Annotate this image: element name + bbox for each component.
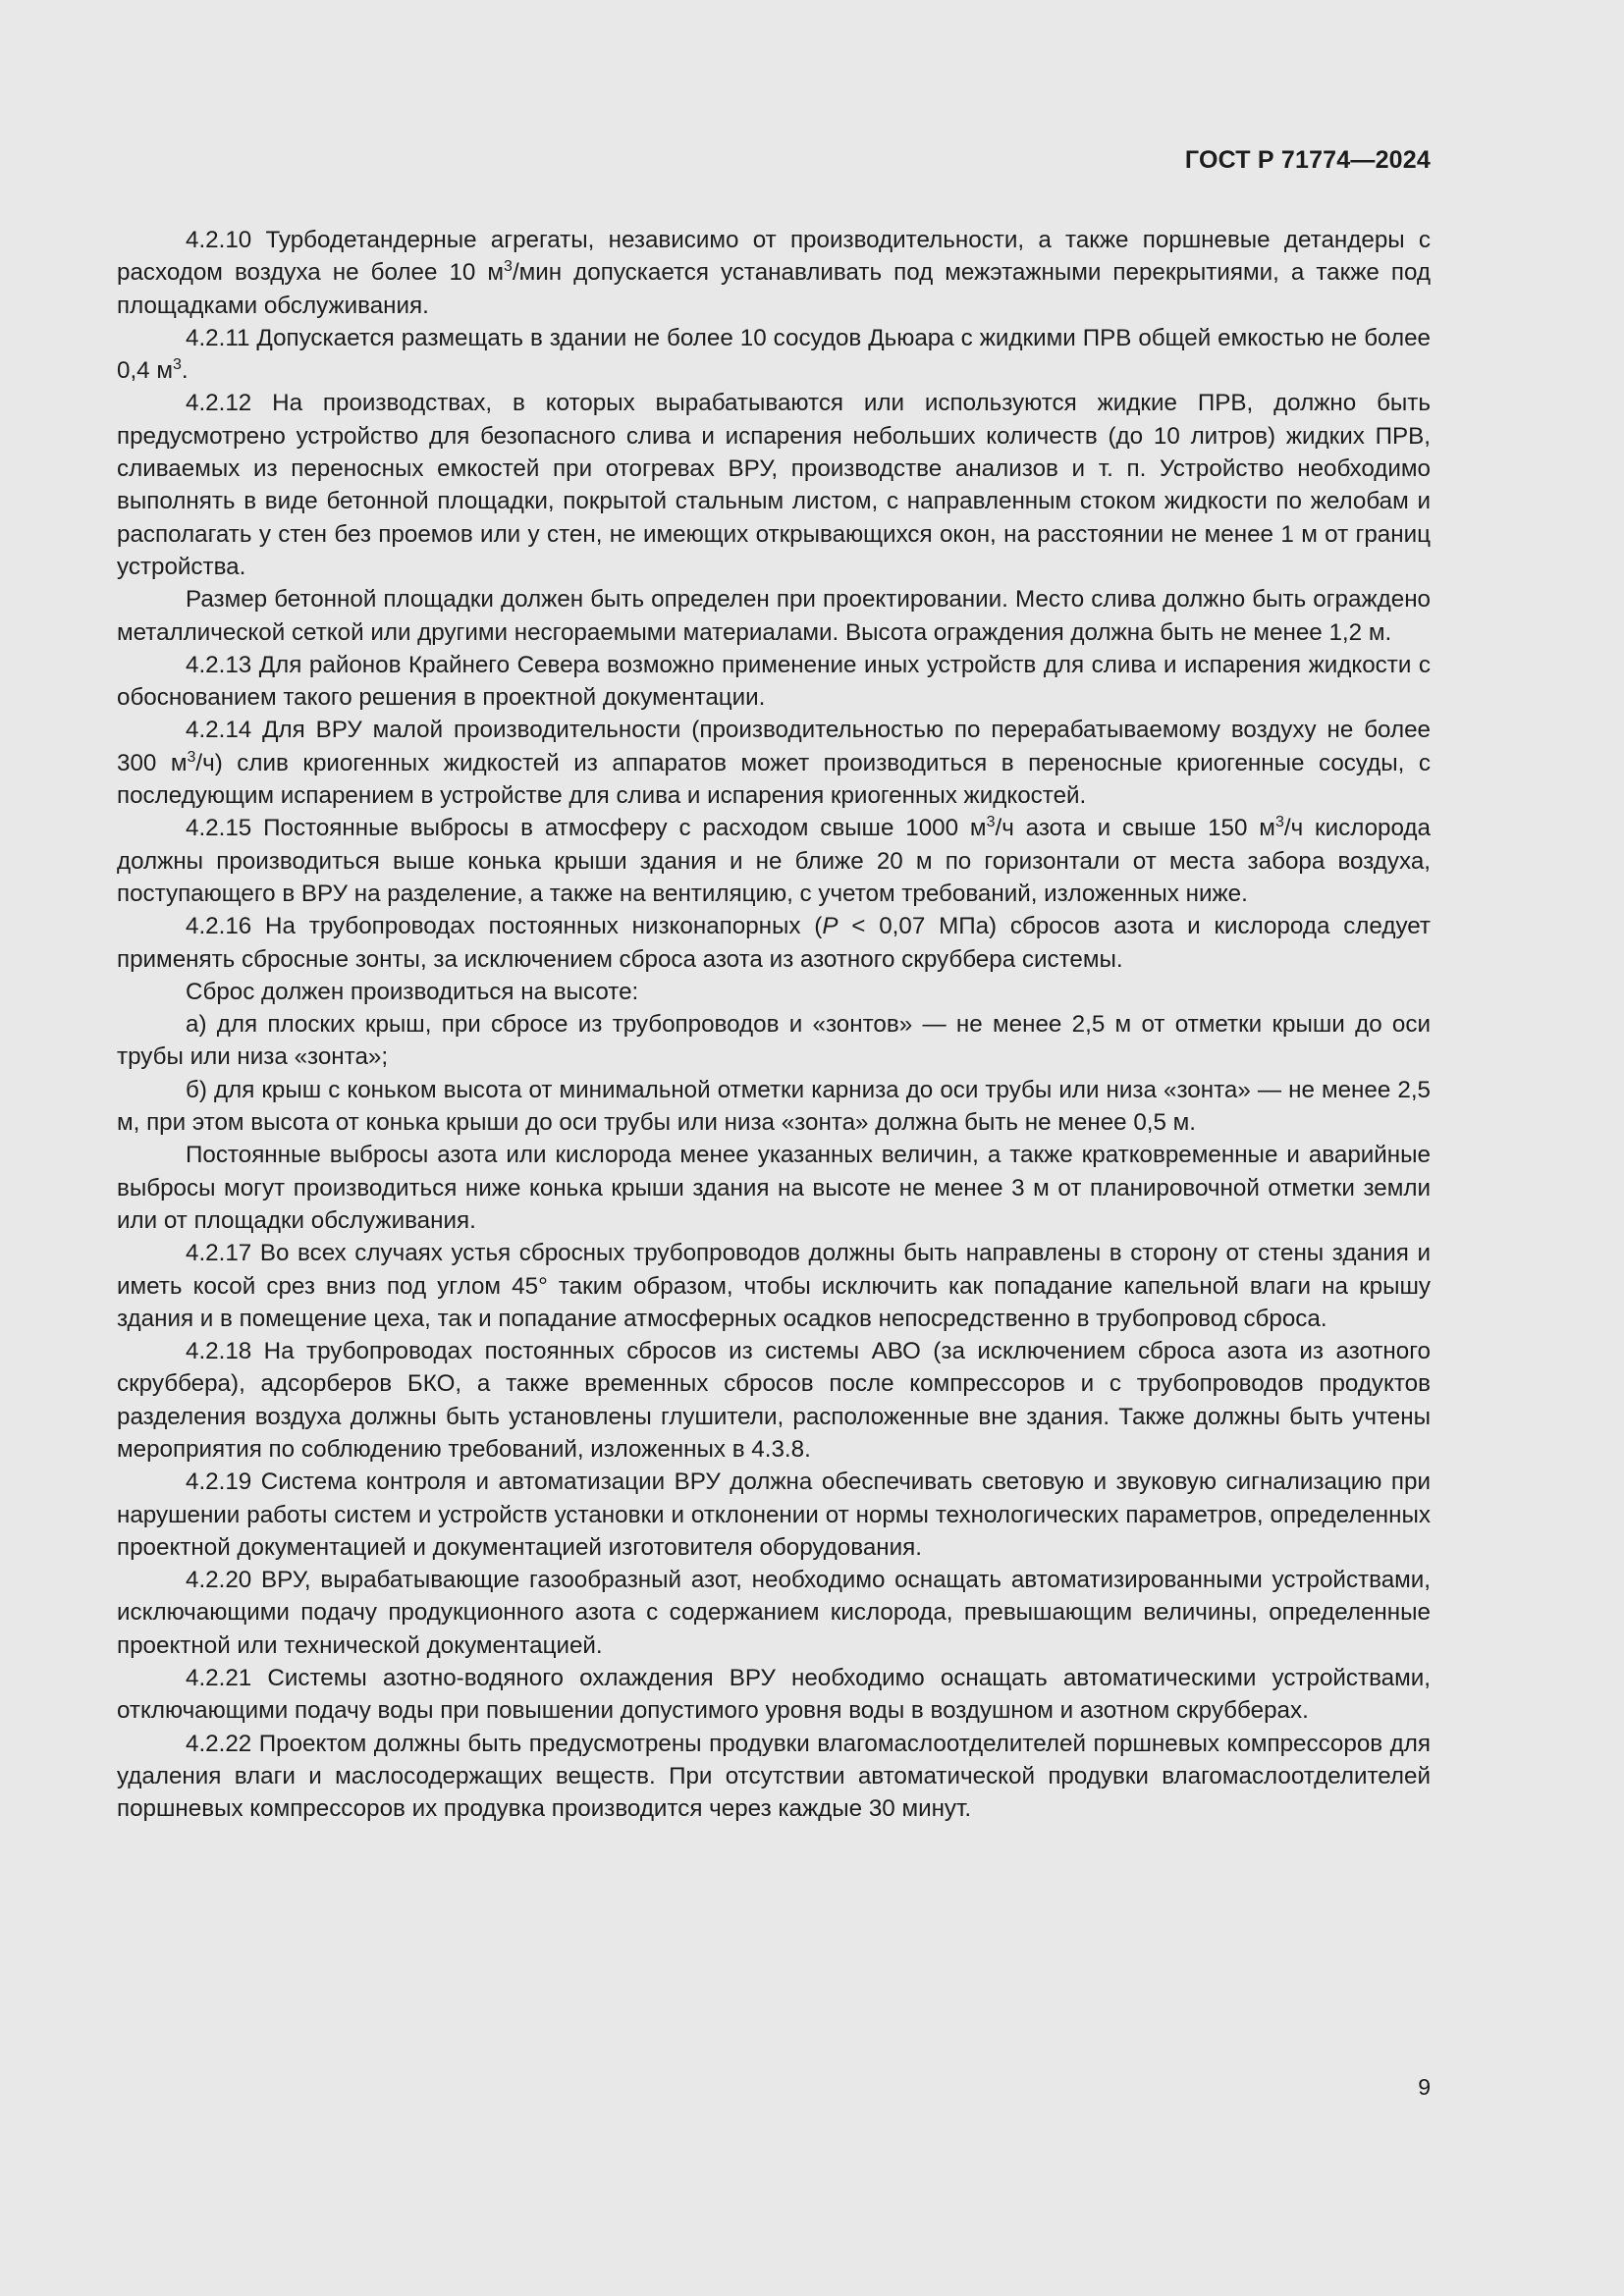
paragraph-text: /мин допускается устанавливать под межэтажными перекрытиями, а также под площадками обслуживания. [117,259,1432,319]
list-item-a: а) для плоских крыш, при сбросе из трубопроводов и «зонтов» — не менее 2,5 м от отметки крыши до оси трубы или низа «зонта»; [117,1011,1431,1071]
paragraph-permanent-emissions: Постоянные выбросы азота или кислорода менее указанных величин, а также кратковременные и аварийные выбросы могут производиться ниже конька крыши здания на высоте не менее 3 м от планировочной отметки земли или от площадки обслуживания. [117,1142,1431,1234]
document-body [117,224,1431,1826]
superscript: 3 [172,356,182,374]
paragraph-text: 4.2.11 Допускается размещать в здании не более 10 сосудов Дьюара с жидкими ПРВ общей емкостью не более 0,4 м [117,324,1431,385]
paragraph-text: /ч азота и свыше 150 м [995,815,1275,842]
document-code-header: ГОСТ Р 71774—2024 [1184,146,1431,174]
paragraph-4-2-17: 4.2.17 Во всех случаях устья сбросных трубопроводов должны быть направлены в сторону от стены здания и иметь косой срез вниз под углом 45° таким образом, чтобы исключить как попадание капельной влаги на крышу здания и в помещение цеха, так и попадание атмосферных осадков непосредственно в трубопровод сброса. [117,1240,1431,1332]
paragraph-4-2-18: 4.2.18 На трубопроводах постоянных сбросов из системы АВО (за исключением сброса азота из азотного скруббера), адсорберов БКО, а также временных сбросов после компрессоров и с трубопроводов продуктов разделения воздуха должны быть установлены глушители, расположенные вне здания. Также должны быть учтены мероприятия по соблюдению требований, изложенных в 4.3.8. [117,1338,1431,1463]
paragraph-text: < 0,07 МПа) сбросов азота и кислорода следует применять сбросные зонты, за исключением сброса азота из азотного скруббера системы. [117,913,1431,973]
paragraph-4-2-14 [117,714,1431,812]
superscript: 3 [504,258,513,276]
paragraph-4-2-22: 4.2.22 Проектом должны быть предусмотрены продувки влагомаслоотделителей поршневых компрессоров для удаления влаги и маслосодержащих веществ. При отсутствии автоматической продувки влагомаслоотделителей поршневых компрессоров их продувка производится через каждые 30 минут. [117,1730,1431,1823]
page-number: 9 [1418,2074,1431,2100]
paragraph-4-2-12: 4.2.12 На производствах, в которых вырабатываются или используются жидкие ПРВ, должно быть предусмотрено устройство для безопасного слива и испарения небольших количеств (до 10 литров) жидких ПРВ, сливаемых из переносных емкостей при отогревах ВРУ, производстве анализов и т. п. Устройство необходимо выполнять в виде бетонной площадки, покрытой стальным листом, с направленным стоком жидкости по желобам и располагать у стен без проемов или у стен, не имеющих открывающихся окон, на расстоянии не менее 1 м от границ устройства. [117,390,1431,580]
paragraph-4-2-15 [117,812,1431,910]
paragraph-text: 4.2.16 На трубопроводах постоянных низконапорных ( [186,913,823,940]
paragraph-text: /ч) слив криогенных жидкостей из аппаратов может производиться в переносные криогенные сосуды, с последующим испарением в устройстве для слива и испарения криогенных жидкостей. [117,749,1431,810]
paragraph-text: 4.2.14 Для ВРУ малой производительности (производительностью по перерабатываемому воздуху не более 300 м [117,717,1431,776]
paragraph-4-2-11 [117,322,1431,388]
paragraph-text: . [181,357,189,385]
paragraph-4-2-10 [117,224,1431,322]
italic-variable: Р [822,913,839,940]
paragraph-discharge-height: Сброс должен производиться на высоте: [186,978,639,1005]
superscript: 3 [986,814,996,831]
list-item-b: б) для крыш с коньком высота от минимальной отметки карниза до оси трубы или низа «зонта» — не менее 2,5 м, при этом высота от конька крыши до оси трубы или низа «зонта» должна быть не менее 0,5 м. [117,1076,1431,1137]
paragraph-text: 4.2.10 Турбодетандерные агрегаты, независимо от производительности, а также поршневые детандеры с расходом воздуха не более 10 м [117,227,1431,287]
paragraph-4-2-20: 4.2.20 ВРУ, вырабатывающие газообразный азот, необходимо оснащать автоматизированными устройствами, исключающими подачу продукционного азота с содержанием кислорода, превышающим величины, определенные проектной или технической документацией. [117,1567,1431,1659]
paragraph-4-2-16 [117,910,1431,976]
paragraph-4-2-13: 4.2.13 Для районов Крайнего Севера возможно применение иных устройств для слива и испарения жидкости с обоснованием такого решения в проектной документации. [117,651,1431,712]
superscript: 3 [1274,814,1284,831]
paragraph-text: /ч кислорода должны производиться выше конька крыши здания и не ближе 20 м по горизонтали от места забора воздуха, поступающего в ВРУ на разделение, а также на вентиляцию, с учетом требований, изложенных ниже. [117,815,1431,907]
paragraph-text: 4.2.15 Постоянные выбросы в атмосферу с расходом свыше 1000 м [186,815,987,842]
paragraph-4-2-19: 4.2.19 Система контроля и автоматизации ВРУ должна обеспечивать световую и звуковую сигнализацию при нарушении работы систем и устройств установки и отклонении от нормы технологических параметров, определенных проектной документацией и документацией изготовителя оборудования. [117,1468,1431,1561]
paragraph-4-2-21: 4.2.21 Системы азотно-водяного охлаждения ВРУ необходимо оснащать автоматическими устройствами, отключающими подачу воды при повышении допустимого уровня воды в воздушном и азотном скрубберах. [117,1665,1431,1725]
superscript: 3 [187,748,196,766]
paragraph-platform-size: Размер бетонной площадки должен быть определен при проектировании. Место слива должно быть ограждено металлической сеткой или другими несгораемыми материалами. Высота ограждения должна быть не менее 1,2 м. [117,586,1431,646]
